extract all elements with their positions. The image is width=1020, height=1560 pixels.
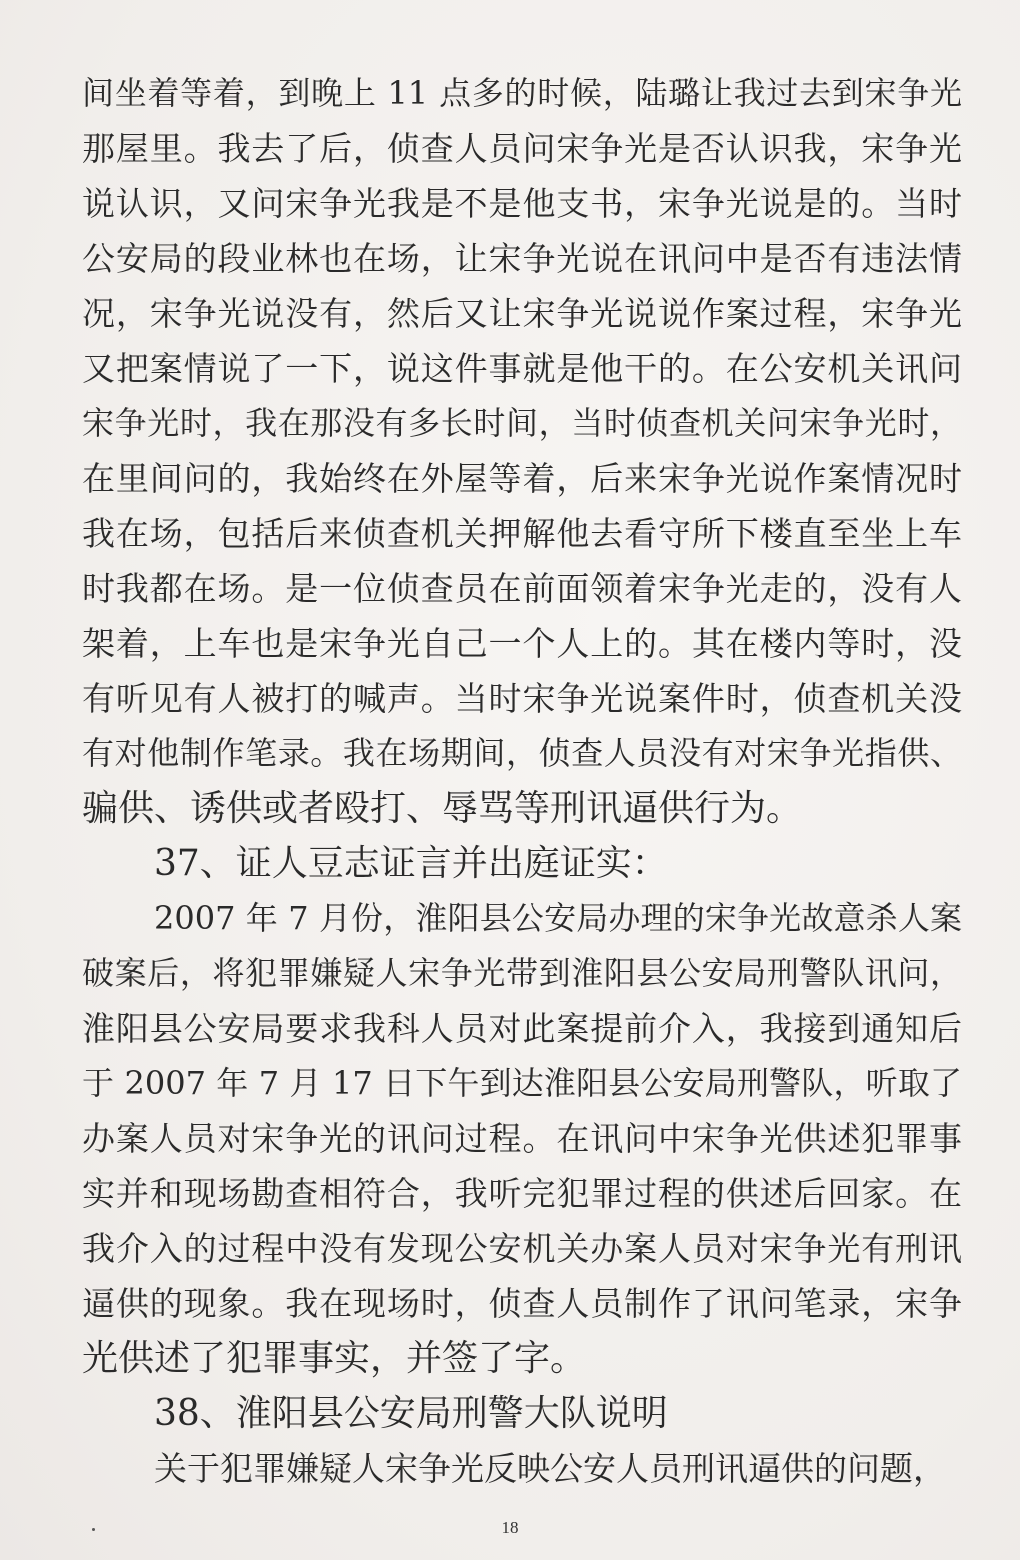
text-line-21: 实并和现场勘查相符合，我听完犯罪过程的供述后回家。在 [82, 1174, 962, 1213]
section-heading-38: 38、淮阳县公安局刑警大队说明 [154, 1393, 668, 1434]
text-line-6: 又把案情说了一下，说这件事就是他干的。在公安机关讯问 [82, 349, 962, 388]
text-line-20: 办案人员对宋争光的讯问过程。在讯问中宋争光供述犯罪事 [82, 1119, 962, 1158]
text-line-5: 况，宋争光说没有，然后又让宋争光说说作案过程，宋争光 [82, 294, 962, 333]
text-line-10: 时我都在场。是一位侦查员在前面领着宋争光走的，没有人 [82, 569, 962, 608]
text-line-11: 架着，上车也是宋争光自己一个人上的。其在楼内等时，没 [82, 624, 962, 663]
page-number: 18 [501, 1518, 519, 1537]
text-line-23: 逼供的现象。我在现场时，侦查人员制作了讯问笔录，宋争 [82, 1284, 962, 1323]
scan-speck [92, 1528, 95, 1531]
text-line-4: 公安局的段业林也在场，让宋争光说在讯问中是否有违法情 [82, 239, 962, 278]
text-line-18: 淮阳县公安局要求我科人员对此案提前介入，我接到通知后 [82, 1009, 962, 1048]
text-line-17: 破案后，将犯罪嫌疑人宋争光带到淮阳县公安局刑警队讯问， [82, 954, 962, 992]
section-heading-37: 37、证人豆志证言并出庭证实： [154, 843, 668, 884]
text-line-26: 关于犯罪嫌疑人宋争光反映公安人员刑讯逼供的问题， [154, 1449, 946, 1488]
text-line-19: 于 2007 年 7 月 17 日下午到达淮阳县公安局刑警队，听取了 [82, 1064, 962, 1102]
text-line-1: 间坐着等着，到晚上 11 点多的时候，陆璐让我过去到宋争光 [82, 74, 962, 112]
text-line-7: 宋争光时，我在那没有多长时间，当时侦查机关问宋争光时， [82, 404, 962, 442]
text-line-8: 在里间问的，我始终在外屋等着，后来宋争光说作案情况时 [82, 459, 962, 498]
body-text [82, 66, 962, 1496]
text-line-9: 我在场，包括后来侦查机关押解他去看守所下楼直至坐上车 [82, 514, 962, 553]
text-line-16: 2007 年 7 月份，淮阳县公安局办理的宋争光故意杀人案 [154, 899, 962, 937]
text-line-22: 我介入的过程中没有发现公安机关办案人员对宋争光有刑讯 [82, 1229, 962, 1268]
text-line-2: 那屋里。我去了后，侦查人员问宋争光是否认识我，宋争光 [82, 129, 962, 168]
text-line-14: 骗供、诱供或者殴打、辱骂等刑讯逼供行为。 [82, 788, 803, 829]
text-line-13: 有对他制作笔录。我在场期间，侦查人员没有对宋争光指供、 [82, 734, 962, 772]
text-line-3: 说认识，又问宋争光我是不是他支书，宋争光说是的。当时 [82, 184, 962, 223]
text-line-24: 光供述了犯罪事实，并签了字。 [82, 1338, 587, 1379]
text-line-12: 有听见有人被打的喊声。当时宋争光说案件时，侦查机关没 [82, 679, 962, 718]
